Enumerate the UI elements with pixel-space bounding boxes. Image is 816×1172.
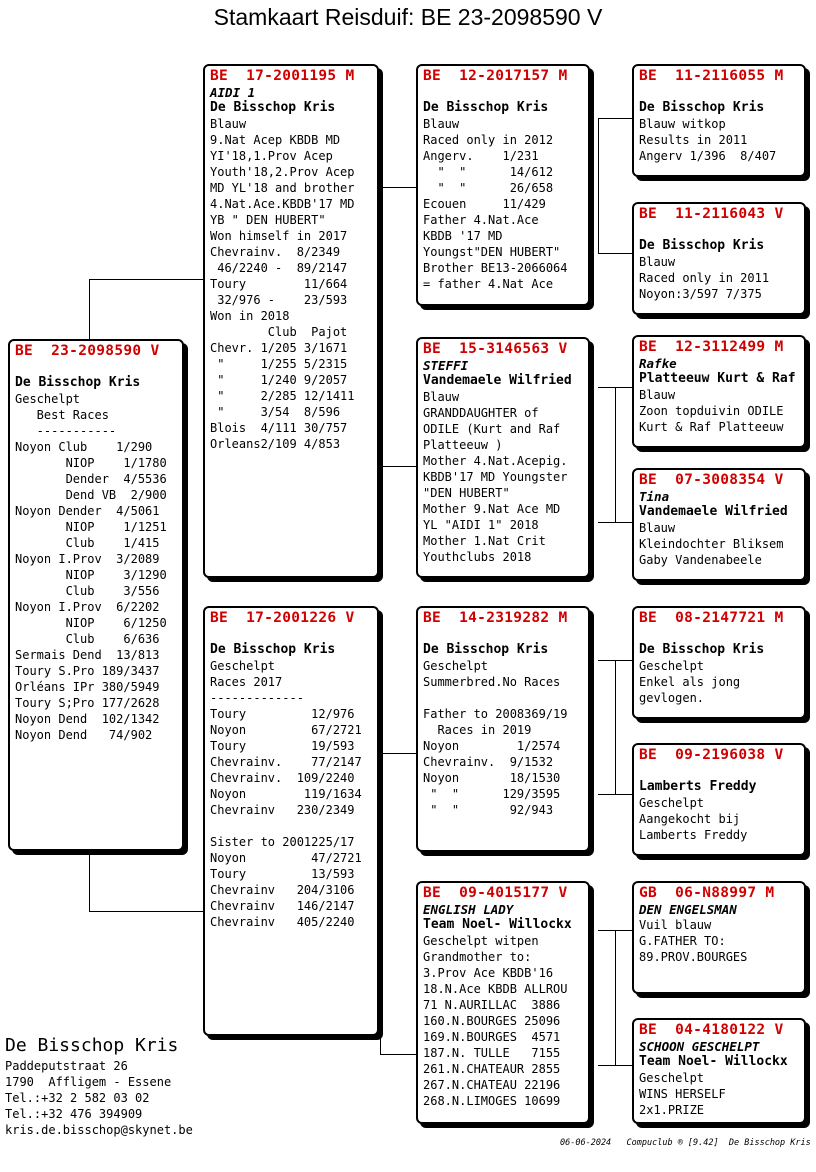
ring-number: BE 11-2116055 M [639,68,784,84]
info-line: KBDB '17 MD [423,229,503,243]
info-line: Youthclubs 2018 [423,550,532,564]
info-line: Brother BE13-2066064 [423,261,568,275]
info-line: Mother 1.Nat Crit [423,534,546,548]
info-line: Toury 13/593 [210,867,355,881]
pedigree-card-father[interactable] [203,64,379,578]
connector-line [89,911,204,912]
info-line: Kleindochter Bliksem [639,537,784,551]
info-line: Club 3/556 [15,584,160,598]
connector-line [598,118,633,119]
info-line: Chevrainv 204/3106 [210,883,355,897]
info-line: Youngst"DEN HUBERT" [423,245,561,259]
owner-name: De Bisschop Kris [639,100,765,115]
owner-mobile: Tel.:+32 476 394909 [5,1107,143,1121]
ring-number: BE 14-2319282 M [423,610,568,626]
connector-line [598,522,633,523]
owner-name: Team Noel- Willockx [639,1054,788,1069]
info-line: 32/976 - 23/593 [210,293,348,307]
ring-number: BE 07-3008354 V [639,472,784,488]
connector-line [598,930,633,931]
info-line: G.FATHER TO: [639,934,726,948]
info-line: 268.N.LIMOGES 10699 [423,1094,561,1108]
connector-line [615,930,616,1066]
info-line: " 2/285 12/1411 [210,389,355,403]
owner-name: De Bisschop Kris [15,375,141,390]
connector-line [89,852,90,912]
connector-line [615,660,616,795]
owner-name: Vandemaele Wilfried [639,504,788,519]
info-line: Toury S;Pro 177/2628 [15,696,160,710]
owner-name: Vandemaele Wilfried [423,373,572,388]
info-line: Blauw [639,521,676,535]
info-line: Noyon 18/1530 [423,771,561,785]
owner-contact-block [5,1034,193,1138]
owner-name: De Bisschop Kris [639,642,765,657]
owner-name: De Bisschop Kris [210,100,336,115]
info-line: Noyon:3/597 7/375 [639,287,762,301]
pigeon-name: Tina [639,489,670,504]
connector-line [380,187,417,188]
connector-line [598,118,599,254]
info-line: Club Pajot [210,325,348,339]
info-line: KBDB'17 MD Youngster [423,470,568,484]
info-line: 169.N.BOURGES 4571 [423,1030,561,1044]
connector-line [380,753,381,1055]
connector-line [598,387,633,388]
info-line: ----------- [15,424,117,438]
info-line: Youth'18,2.Prov Acep [210,165,355,179]
info-line: " 1/240 9/2057 [210,373,348,387]
info-line: Mother 4.Nat.Acepig. [423,454,568,468]
info-line: Blauw [423,117,460,131]
ring-number: BE 17-2001195 M [210,68,355,84]
spacer [639,224,799,238]
info-line: 46/2240 - 89/2147 [210,261,348,275]
pigeon-name: AIDI 1 [210,85,256,100]
info-line: Races in 2019 [423,723,532,737]
info-line: Noyon Dender 4/5061 [15,504,160,518]
info-line: GRANDDAUGHTER of [423,406,539,420]
info-line: Blauw [639,388,676,402]
info-line: Blauw [423,390,460,404]
info-line: gevlogen. [639,691,705,705]
pedigree-card-maternal-grandmother[interactable] [416,881,590,1124]
ring-number: BE 12-2017157 M [423,68,568,84]
info-line: NIOP 1/1251 [15,520,167,534]
info-line: Dender 4/5536 [15,472,167,486]
ring-number: BE 15-3146563 V [423,341,568,357]
pedigree-card-ffm[interactable] [632,202,806,315]
info-line: 2x1.PRIZE [639,1103,705,1117]
pigeon-name: STEFFI [423,358,469,373]
info-line: NIOP 1/1780 [15,456,167,470]
info-line: Noyon I.Prov 6/2202 [15,600,160,614]
info-line: Father 4.Nat.Ace [423,213,539,227]
info-line: Noyon 47/2721 [210,851,362,865]
ring-number: BE 11-2116043 V [639,206,784,222]
owner-name: De Bisschop Kris [423,642,549,657]
info-line: Mother 9.Nat Ace MD [423,502,561,516]
pigeon-name: ENGLISH LADY [423,902,514,917]
ring-number: BE 12-3112499 M [639,339,784,355]
info-line: Geschelpt witpen [423,934,539,948]
connector-line [380,187,381,467]
info-line: Lamberts Freddy [639,828,748,842]
pedigree-card-subject[interactable] [8,339,184,851]
info-line: Blauw witkop [639,117,726,131]
info-line: Gaby Vandenabeele [639,553,762,567]
pedigree-card-mmf[interactable] [632,881,806,994]
info-line: Summerbred.No Races [423,675,561,689]
info-line: 3.Prov Ace KBDB'16 [423,966,554,980]
ring-number: BE 23-2098590 V [15,343,160,359]
connector-line [380,753,417,754]
info-line: 267.N.CHATEAU 22196 [423,1078,561,1092]
pedigree-card-fmf[interactable] [632,335,806,448]
spacer [423,86,583,100]
info-line: Sister to 2001225/17 [210,835,355,849]
spacer [15,361,177,375]
info-line: Won in 2018 [210,309,290,323]
info-line: Aangekocht bij [639,812,741,826]
info-line: NIOP 3/1290 [15,568,167,582]
info-line: Orléans IPr 380/5949 [15,680,160,694]
info-line: Noyon 67/2721 [210,723,362,737]
info-line: Geschelpt [639,796,705,810]
info-line: Ecouen 11/429 [423,197,546,211]
connector-line [598,1065,633,1066]
pedigree-card-mfm[interactable] [632,743,806,856]
info-line: Blois 4/111 30/757 [210,421,348,435]
owner-name: De Bisschop Kris [5,1035,179,1056]
info-line: Raced only in 2012 [423,133,554,147]
pedigree-card-maternal-grandfather[interactable] [416,606,590,852]
info-line: Geschelpt [639,1071,705,1085]
info-line: Zoon topduivin ODILE [639,404,784,418]
info-line: 9.Nat Acep KBDB MD [210,133,341,147]
info-line: Vuil blauw [639,918,712,932]
info-line: Angerv. 1/231 [423,149,539,163]
info-line: Noyon Dend 102/1342 [15,712,160,726]
info-line: Chevrainv. 77/2147 [210,755,362,769]
connector-line [89,279,90,341]
connector-line [615,387,616,523]
ring-number: BE 09-4015177 V [423,885,568,901]
info-line: YB " DEN HUBERT" [210,213,326,227]
ring-number: BE 08-2147721 M [639,610,784,626]
pigeon-name: Rafke [639,356,677,371]
info-line: Races 2017 [210,675,283,689]
pedigree-card-paternal-grandmother[interactable] [416,337,590,578]
info-line: Raced only in 2011 [639,271,770,285]
spacer [639,86,799,100]
info-line: Won himself in 2017 [210,229,348,243]
spacer [423,628,583,642]
owner-name: Platteeuw Kurt & Raf [639,371,796,386]
info-line: 18.N.Ace KBDB ALLROU [423,982,568,996]
owner-city: 1790 Affligem - Essene [5,1075,172,1089]
info-line [210,818,372,834]
info-line: Toury S.Pro 189/3437 [15,664,160,678]
info-line: Sermais Dend 13/813 [15,648,160,662]
page-title: Stamkaart Reisduif: BE 23-2098590 V [213,4,603,30]
ring-number: BE 17-2001226 V [210,610,355,626]
pedigree-card-mother[interactable] [203,606,379,1036]
info-line: " 1/255 5/2315 [210,357,348,371]
pigeon-name: SCHOON GESCHELPT [639,1039,760,1054]
info-line: "DEN HUBERT" [423,486,510,500]
info-line: Grandmother to: [423,950,532,964]
pedigree-card-fmm[interactable] [632,468,806,581]
ring-number: BE 09-2196038 V [639,747,784,763]
info-line: Toury 11/664 [210,277,348,291]
info-line: Noyon Club 1/290 [15,440,153,454]
info-line: Chevr. 1/205 3/1671 [210,341,348,355]
info-line: Best Races [15,408,109,422]
info-line: Toury 12/976 [210,707,355,721]
info-line: Platteeuw ) [423,438,503,452]
connector-line [598,794,633,795]
info-line: Chevrainv 405/2240 [210,915,355,929]
info-line: " " 92/943 [423,803,554,817]
connector-line [598,660,633,661]
pedigree-card-mff[interactable] [632,606,806,719]
info-line: ODILE (Kurt and Raf [423,422,561,436]
info-line: Noyon 1/2574 [423,739,561,753]
info-line: = father 4.Nat Ace [423,277,554,291]
owner-phone: Tel.:+32 2 582 03 02 [5,1091,150,1105]
ring-number: BE 04-4180122 V [639,1022,784,1038]
info-line: Chevrainv. 109/2240 [210,771,355,785]
owner-name: De Bisschop Kris [423,100,549,115]
info-line: Dend VB 2/900 [15,488,167,502]
info-line: YL "AIDI 1" 2018 [423,518,539,532]
info-line: Angerv 1/396 8/407 [639,149,777,163]
owner-email[interactable]: kris.de.bisschop@skynet.be [5,1123,193,1137]
info-line: " 3/54 8/596 [210,405,341,419]
pedigree-card-fff[interactable] [632,64,806,177]
info-line: NIOP 6/1250 [15,616,167,630]
info-line: " " 14/612 [423,165,554,179]
info-line: Blauw [639,255,676,269]
info-line: Geschelpt [639,659,705,673]
pedigree-card-paternal-grandfather[interactable] [416,64,590,306]
info-line: Noyon Dend 74/902 [15,728,153,742]
info-line: Orleans2/109 4/853 [210,437,341,451]
connector-line [380,1054,417,1055]
spacer [639,765,799,779]
info-line: Noyon I.Prov 3/2089 [15,552,160,566]
owner-name: Team Noel- Willockx [423,917,572,932]
info-line: 261.N.CHATEAUR 2855 [423,1062,561,1076]
info-line: 89.PROV.BOURGES [639,950,748,964]
info-line: " " 129/3595 [423,787,561,801]
info-line: Toury 19/593 [210,739,355,753]
info-line: Enkel als jong [639,675,741,689]
info-line: 71 N.AURILLAC 3886 [423,998,561,1012]
info-line: Geschelpt [210,659,276,673]
ring-number: GB 06-N88997 M [639,885,775,901]
info-line: Geschelpt [15,392,81,406]
info-line: Chevrainv. 9/1532 [423,755,554,769]
info-line: MD YL'18 and brother [210,181,355,195]
info-line: Geschelpt [423,659,489,673]
info-line: 187.N. TULLE 7155 [423,1046,561,1060]
spacer [639,628,799,642]
info-line: 160.N.BOURGES 25096 [423,1014,561,1028]
info-line: Kurt & Raf Platteeuw [639,420,784,434]
connector-line [380,466,417,467]
info-line: Noyon 119/1634 [210,787,362,801]
info-line: ------------- [210,691,304,705]
info-line: WINS HERSELF [639,1087,726,1101]
owner-name: De Bisschop Kris [210,642,336,657]
owner-address: Paddeputstraat 26 [5,1059,128,1073]
info-line: Chevrainv. 8/2349 [210,245,341,259]
connector-line [89,279,204,280]
info-line: " " 26/658 [423,181,554,195]
spacer [210,628,372,642]
info-line: 4.Nat.Ace.KBDB'17 MD [210,197,355,211]
owner-name: De Bisschop Kris [639,238,765,253]
info-line: Results in 2011 [639,133,748,147]
info-line: Club 1/415 [15,536,160,550]
info-line: Father to 2008369/19 [423,707,568,721]
connector-line [598,253,633,254]
info-line: Club 6/636 [15,632,160,646]
pedigree-card-mmm[interactable] [632,1018,806,1124]
info-line: Chevrainv 230/2349 [210,803,355,817]
pigeon-name: DEN ENGELSMAN [639,902,737,917]
software-credit: 06-06-2024 Compuclub ® [9.42] De Bisschop Kris [560,1138,811,1148]
owner-name: Lamberts Freddy [639,779,757,794]
info-line: Blauw [210,117,247,131]
info-line: Chevrainv 146/2147 [210,899,355,913]
info-line [423,690,583,706]
info-line: YI'18,1.Prov Acep [210,149,333,163]
